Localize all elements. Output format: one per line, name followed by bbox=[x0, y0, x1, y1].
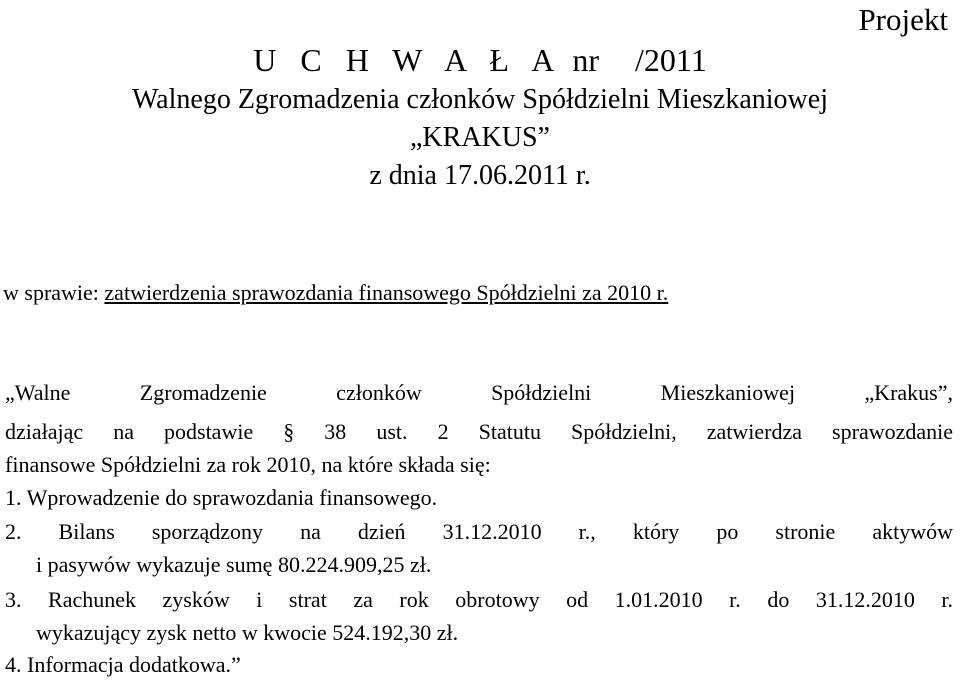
intro-line-1: „Walne Zgromadzenie członków Spółdzielni Mieszkaniowej „Krakus”, bbox=[5, 380, 953, 405]
subject-text: zatwierdzenia sprawozdania finansowego Spółdzielni za 2010 r. bbox=[104, 280, 669, 305]
resolution-word: U C H W A Ł A bbox=[253, 42, 561, 78]
list-item-2: 2. Bilans sporządzony na dzień 31.12.2010 r., który po stronie aktywów bbox=[5, 519, 953, 544]
intro-line-2: działając na podstawie § 38 ust. 2 Statutu Spółdzielni, zatwierdza sprawozdanie bbox=[5, 419, 953, 444]
resolution-date: z dnia 17.06.2011 r. bbox=[369, 160, 591, 191]
list-item-2-cont: i pasywów wykazuje sumę 80.224.909,25 zł. bbox=[36, 552, 432, 577]
cooperative-name: „KRAKUS” bbox=[410, 122, 550, 153]
project-label: Projekt bbox=[858, 2, 948, 37]
resolution-number: nr /2011 bbox=[572, 42, 707, 78]
list-item-3: 3. Rachunek zysków i strat za rok obrotowy od 1.01.2010 r. do 31.12.2010 r. bbox=[5, 587, 953, 612]
subject-line bbox=[3, 280, 668, 306]
assembly-name: Walnego Zgromadzenia członków Spółdzielni Mieszkaniowej bbox=[132, 84, 828, 115]
intro-line-3: finansowe Spółdzielni za rok 2010, na które składa się: bbox=[5, 452, 491, 477]
list-item-3-cont: wykazujący zysk netto w kwocie 524.192,30 zł. bbox=[36, 620, 459, 645]
subject-label: w sprawie: bbox=[3, 280, 105, 305]
resolution-title bbox=[0, 42, 960, 79]
list-item-1: 1. Wprowadzenie do sprawozdania finansowego. bbox=[5, 485, 438, 510]
list-item-4: 4. Informacja dodatkowa.” bbox=[5, 652, 241, 677]
